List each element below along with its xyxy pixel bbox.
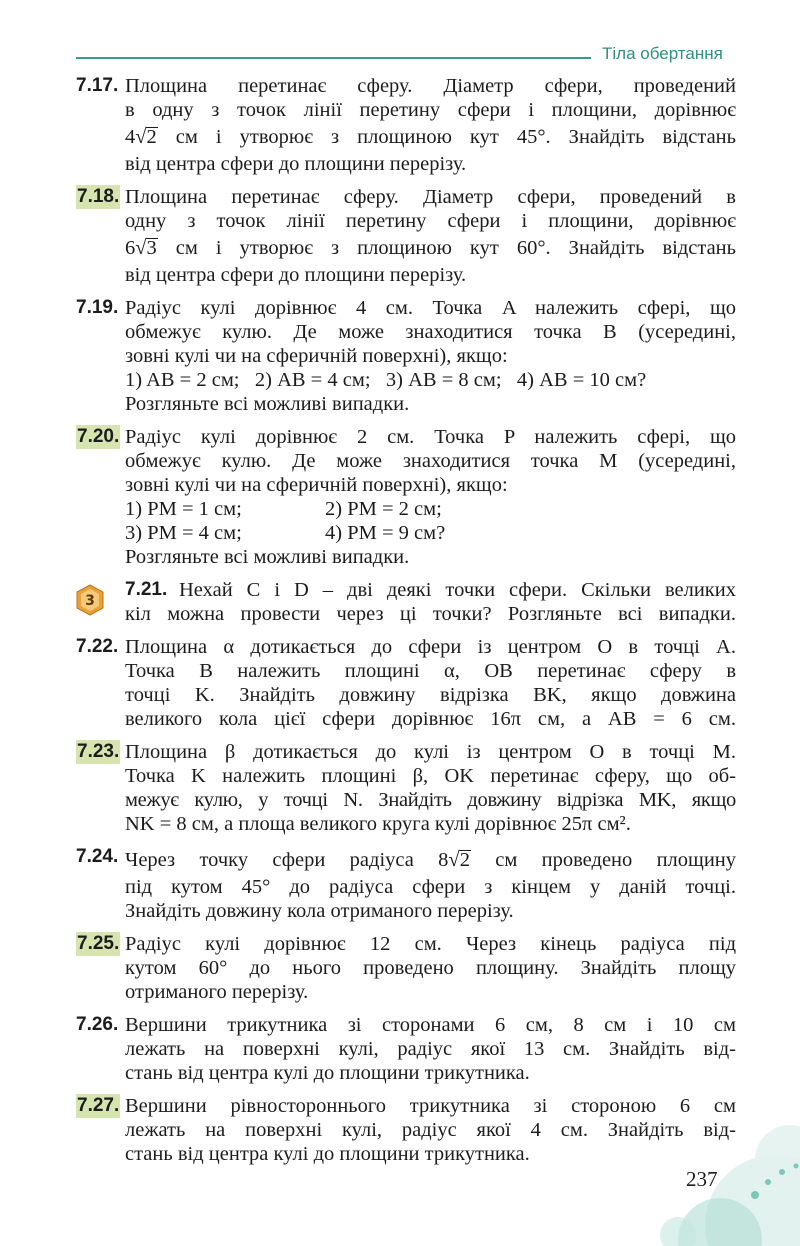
problem-line: точці K. Знайдіть довжину відрізка BK, якщо довжина xyxy=(125,684,736,706)
problem-line: Радіус кулі дорівнює 4 см. Точка A належить сфері, що xyxy=(125,297,736,319)
problem-line: одну з точок лінії перетину сфери і площини, дорівнює xyxy=(125,210,736,232)
problem-line: Радіус кулі дорівнює 2 см. Точка P належить сфері, що xyxy=(125,426,736,448)
header-rule xyxy=(76,57,591,59)
problem-line: лежать на поверхні кулі, радіус якої 13 см. Знайдіть від- xyxy=(125,1038,736,1060)
problem-options: 1) AB = 2 см; 2) AB = 4 см; 3) AB = 8 см; 4) AB = 10 см? xyxy=(125,369,647,391)
problem-7-19 xyxy=(76,296,736,416)
problem-line: Радіус кулі дорівнює 12 см. Через кінець радіуса під xyxy=(125,933,736,955)
problem-line: Площина β дотикається до кулі із центром O в точці M. xyxy=(125,741,736,763)
option-item: 4) PM = 9 см? xyxy=(325,522,446,544)
problem-number: 7.20. xyxy=(77,426,120,447)
problem-line: Вершини рівностороннього трикутника зі стороною 6 см xyxy=(125,1095,736,1117)
difficulty-level-badge-icon xyxy=(75,584,105,616)
option-item: 1) PM = 1 см; xyxy=(125,498,242,520)
problem-line-with-root: Через точку сфери радіуса 8√2 см проведено площину xyxy=(125,849,737,871)
problem-line: обмежує кулю. Де може знаходитися точка B (усередині, xyxy=(125,321,736,343)
root-radicand: 3 xyxy=(146,237,157,259)
section-title: Тіла обертання xyxy=(602,44,723,63)
problem-line: Через точку сфери радіуса xyxy=(125,849,414,871)
root-coefficient: 6 xyxy=(125,237,136,259)
root-radicand: 2 xyxy=(146,126,157,148)
option-item: 3) PM = 4 см; xyxy=(125,522,242,544)
problem-line: від центра сфери до площини перерізу. xyxy=(125,264,467,286)
problem-7-17 xyxy=(76,74,736,176)
problem-line: обмежує кулю. Де може знаходитися точка M (усередині, xyxy=(125,450,736,472)
problem-7-18 xyxy=(76,185,736,287)
problem-line: NK = 8 см, а площа великого круга кулі дорівнює 25π см². xyxy=(125,813,631,835)
difficulty-level: 3 xyxy=(85,593,95,609)
option-item: 2) PM = 2 см; xyxy=(325,498,442,520)
problem-line: Площина перетинає сферу. Діаметр сфери, проведений xyxy=(125,75,736,97)
problem-7-20 xyxy=(76,425,736,569)
problem-line: см і утворює з площиною кут 60°. Знайдіть відстань xyxy=(175,237,736,259)
problem-line: зовні кулі чи на сферичній поверхні), якщо: xyxy=(125,474,508,496)
problem-7-27 xyxy=(76,1094,736,1166)
page-number: 237 xyxy=(686,1167,718,1191)
problem-line: великого кола цієї сфери дорівнює 16π см, а AB = 6 см. xyxy=(125,708,736,730)
problem-line: кіл можна провести через ці точки? Розгляньте всі випадки. xyxy=(125,603,736,625)
root-coefficient: 8 xyxy=(438,849,449,871)
problem-number: 7.17. xyxy=(76,75,119,96)
problem-line: кутом 60° до нього проведено площину. Знайдіть площу xyxy=(125,957,736,979)
problem-7-21 xyxy=(76,578,736,626)
problem-line: лежать на поверхні кулі, радіус якої 4 см. Знайдіть від- xyxy=(125,1119,736,1141)
problem-line: в одну з точок лінії перетину сфери і площини, дорівнює xyxy=(125,99,736,121)
problem-line: стань від центра кулі до площини трикутника. xyxy=(125,1143,530,1165)
problem-number: 7.25. xyxy=(77,933,120,954)
problem-line-with-root: 4√2 см і утворює з площиною кут 45°. Знайдіть відстань xyxy=(125,126,736,148)
problem-line: отриманого перерізу. xyxy=(125,981,309,1003)
problem-7-24 xyxy=(76,845,736,923)
problem-line: Нехай C і D – дві деякі точки сфери. Скільки великих xyxy=(179,579,736,601)
problem-line-with-root: 6√3 см і утворює з площиною кут 60°. Знайдіть відстань xyxy=(125,237,736,259)
problem-line: Точка K належить площині β, OK перетинає сферу, що об- xyxy=(125,765,736,787)
problem-7-25 xyxy=(76,932,736,1004)
problem-line: Площина α дотикається до сфери із центром O в точці A. xyxy=(125,636,736,658)
problem-number: 7.18. xyxy=(77,186,120,207)
problem-line: Точка B належить площині α, OB перетинає сферу в xyxy=(125,660,736,682)
problem-number: 7.23. xyxy=(77,741,120,762)
problem-line: см і утворює з площиною кут 45°. Знайдіть відстань xyxy=(175,126,736,148)
problem-number: 7.21. xyxy=(125,579,168,600)
options-grid xyxy=(125,497,736,545)
root-coefficient: 4 xyxy=(125,126,136,148)
problem-number: 7.26. xyxy=(76,1014,119,1035)
problem-number: 7.27. xyxy=(77,1095,120,1116)
problem-line: зовні кулі чи на сферичній поверхні), якщо: xyxy=(125,345,508,367)
problem-line: см проведено площину xyxy=(495,849,737,871)
problem-line: Вершини трикутника зі сторонами 6 см, 8 см і 10 см xyxy=(125,1014,736,1036)
problem-7-26 xyxy=(76,1013,736,1085)
problem-line: Розгляньте всі можливі випадки. xyxy=(125,546,410,568)
problem-line: Розгляньте всі можливі випадки. xyxy=(125,393,410,415)
problem-line: Знайдіть довжину кола отриманого перерізу. xyxy=(125,900,514,922)
problem-7-22 xyxy=(76,635,736,731)
problem-number: 7.22. xyxy=(76,636,119,657)
problem-line: стань від центра кулі до площини трикутника. xyxy=(125,1062,530,1084)
problem-line: межує кулю, у точці N. Знайдіть довжину відрізка MK, якщо xyxy=(125,789,736,811)
problem-line: під кутом 45° до радіуса сфери з кінцем у даній точці. xyxy=(125,876,736,898)
problem-list xyxy=(76,74,736,1175)
problem-line: від центра сфери до площини перерізу. xyxy=(125,153,467,175)
root-radicand: 2 xyxy=(459,849,470,871)
problem-number: 7.19. xyxy=(76,297,119,318)
problem-number: 7.24. xyxy=(76,846,119,867)
problem-line: Площина перетинає сферу. Діаметр сфери, проведений в xyxy=(125,186,736,208)
problem-7-23 xyxy=(76,740,736,836)
